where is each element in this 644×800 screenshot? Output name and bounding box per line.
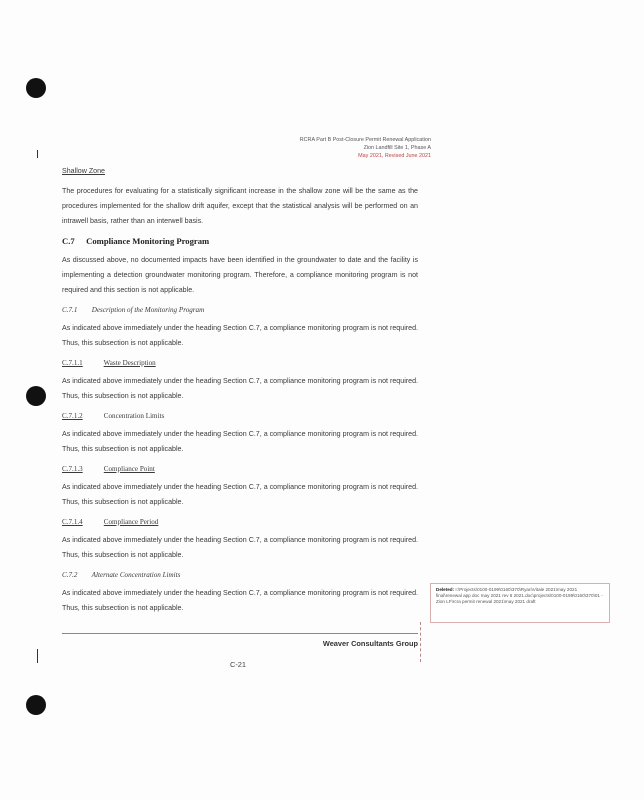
heading-c714-title: Compliance Period <box>103 518 159 526</box>
heading-c713-title: Compliance Point <box>103 465 155 473</box>
heading-c714-number: C.7.1.4 <box>62 518 83 526</box>
comment-label: Deleted: <box>436 587 455 592</box>
heading-c712-number: C.7.1.2 <box>62 412 83 420</box>
heading-c71 <box>62 303 418 318</box>
heading-c713 <box>62 462 418 477</box>
heading-c7-title: Compliance Monitoring Program <box>86 236 210 246</box>
paragraph-c71: As indicated above immediately under the heading Section C.7, a compliance monitoring program is not required. Thus, this subsection is not applicable. <box>62 324 418 347</box>
heading-c7-number: C.7 <box>62 236 75 246</box>
paragraph-c711: As indicated above immediately under the heading Section C.7, a compliance monitoring program is not required. Thus, this subsection is not applicable. <box>62 377 418 400</box>
footer-rule <box>62 633 418 634</box>
paragraph-shallow-zone: The procedures for evaluating for a statistically significant increase in the shallow zone will be the same as the procedures implemented for the shallow drift aquifer, except that the statistical analysis will be performed on an intrawell basis, rather than an interwell basis. <box>62 187 418 225</box>
heading-c72-title: Alternate Concentration Limits <box>91 571 181 579</box>
paragraph-c714: As indicated above immediately under the heading Section C.7, a compliance monitoring program is not required. Thus, this subsection is not applicable. <box>62 536 418 559</box>
header-line-1: RCRA Part B Post-Closure Permit Renewal Application <box>299 137 431 143</box>
header-line-3: May 2021, Revised June 2021 <box>358 153 431 159</box>
page-number: C-21 <box>230 660 247 669</box>
header-line-2: Zion Landfill Site 1, Phase A <box>363 145 431 151</box>
footer-company: Weaver Consultants Group <box>322 639 418 648</box>
tracked-change-comment[interactable] <box>430 583 610 623</box>
heading-c714 <box>62 515 418 530</box>
heading-c72 <box>62 568 418 583</box>
heading-c71-title: Description of the Monitoring Program <box>91 306 205 314</box>
document-body <box>62 164 418 621</box>
heading-c72-number: C.7.2 <box>62 571 78 579</box>
heading-c711 <box>62 356 418 371</box>
heading-c712 <box>62 409 418 424</box>
heading-c713-number: C.7.1.3 <box>62 465 83 473</box>
punch-hole-middle <box>26 386 46 406</box>
punch-hole-bottom <box>26 695 46 715</box>
paragraph-c712: As indicated above immediately under the heading Section C.7, a compliance monitoring program is not required. Thus, this subsection is not applicable. <box>62 430 418 453</box>
heading-c712-title: Concentration Limits <box>103 412 165 420</box>
margin-tick-top <box>37 150 38 158</box>
paragraph-c72: As indicated above immediately under the heading Section C.7, a compliance monitoring program is not required. Thus, this subsection is not applicable. <box>62 589 418 612</box>
heading-c711-number: C.7.1.1 <box>62 359 83 367</box>
heading-shallow-zone: Shallow Zone <box>62 167 105 175</box>
heading-c711-title: Waste Description <box>103 359 156 367</box>
paragraph-c713: As indicated above immediately under the heading Section C.7, a compliance monitoring program is not required. Thus, this subsection is not applicable. <box>62 483 418 506</box>
comment-connector-line <box>420 622 433 662</box>
punch-hole-top <box>26 78 46 98</box>
heading-c7 <box>62 234 418 249</box>
paragraph-c7: As discussed above, no documented impacts have been identified in the groundwater to date and the facility is implementing a detection groundwater monitoring program. Therefore, a compliance monitoring program is not required and this section is not applicable. <box>62 256 418 294</box>
page-header <box>300 136 431 160</box>
heading-c71-number: C.7.1 <box>62 306 78 314</box>
comment-text: I:\Projects\0100-0199\0160\370\Ryan\Vitale 2021\may 2021 final\renewal app doc may 2021 rev 6 2021.doc\projects\0100-0199\0160\370\01 - Zion LF\rcra permit renewal 2021\may 2021 draft <box>436 587 603 604</box>
margin-tick-bottom <box>37 649 38 663</box>
